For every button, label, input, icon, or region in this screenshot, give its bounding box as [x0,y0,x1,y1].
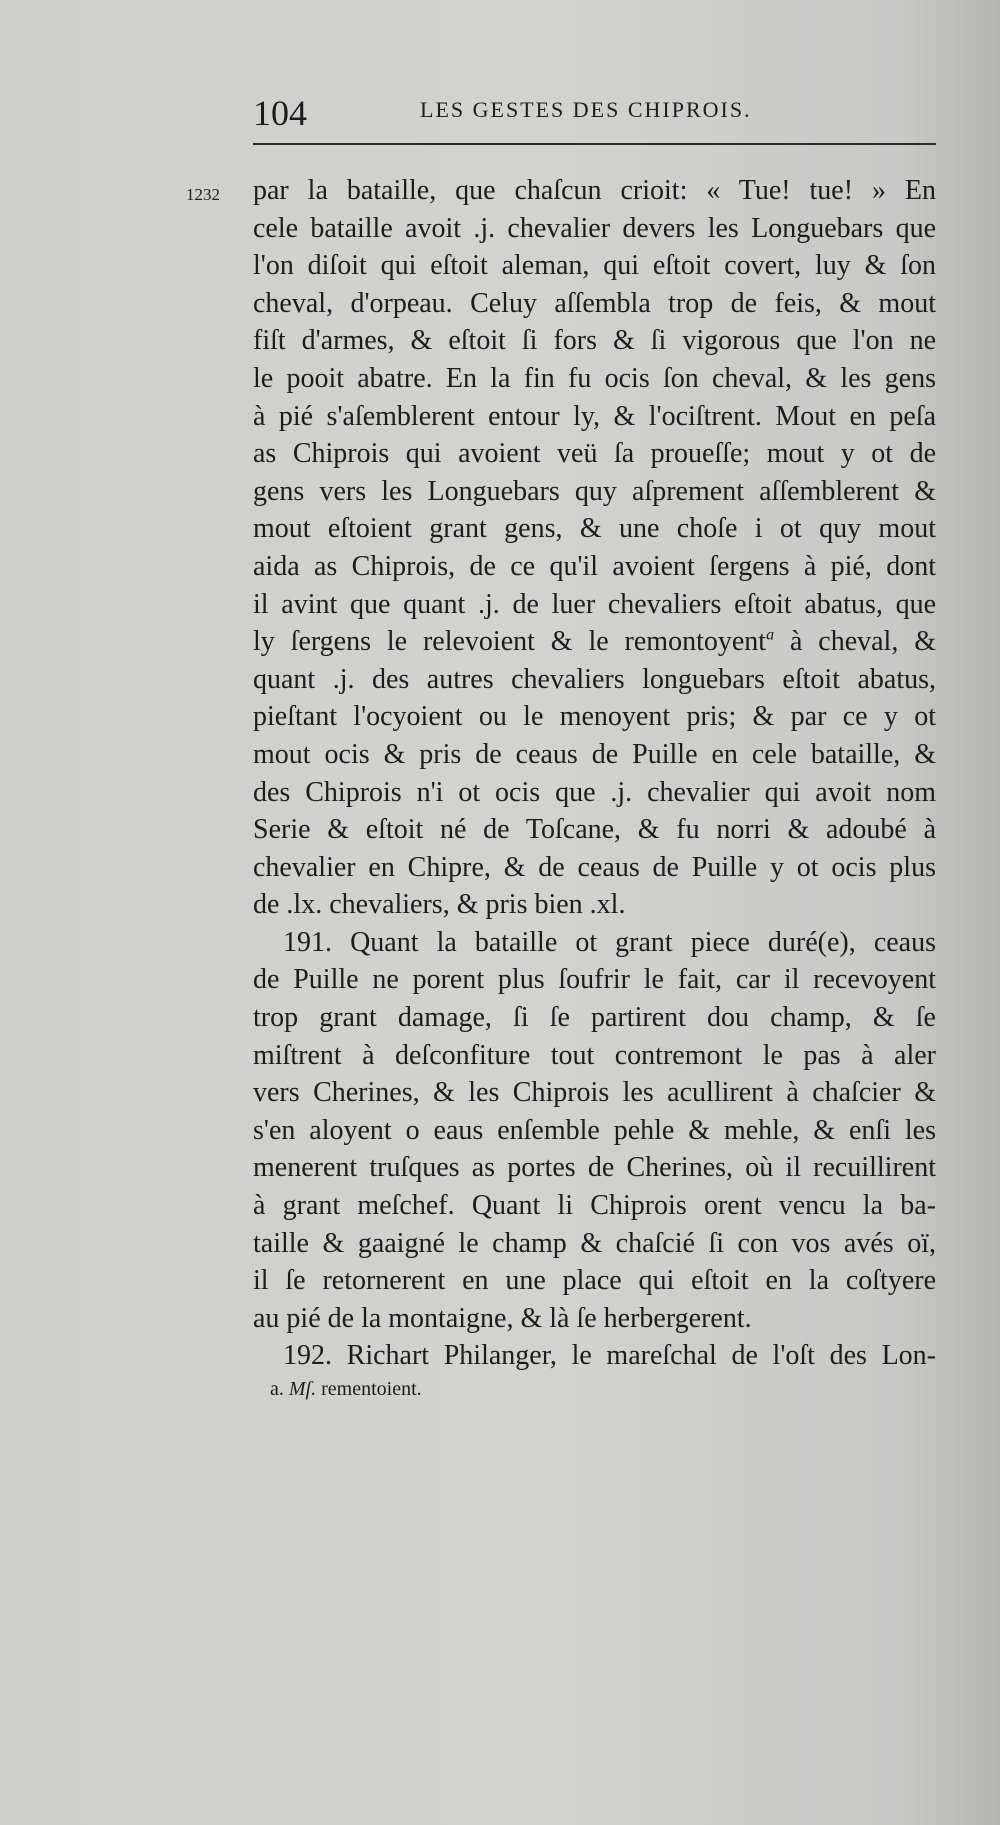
text-line-end: à cheval, & [774,626,936,658]
text-line: l'on diſoit qui eſtoit aleman, qui eſtoit covert, luy & ſon [253,250,936,282]
text-line: à pié s'aſemblerent entour ly, & l'ociſtrent. Mout en peſa [253,400,936,432]
footnote-mark: a [766,626,775,644]
footnote-label: a. [270,1378,284,1400]
text-line: il avint que quant .j. de luer chevaliers eſtoit abatus, que [253,588,936,620]
text-line: s'en aloyent o eaus enſemble pehle & mehle, & enſi les [253,1114,936,1146]
text-line: de Puille ne porent plus ſoufrir le fait, car il recevoyent [253,964,936,996]
text-line: Serie & eſtoit né de Toſcane, & fu norri & adoubé à [253,814,936,846]
footnote-text: rementoient. [316,1378,422,1400]
text-line: miſtrent à deſconfiture tout contremont le pas à aler [253,1039,936,1071]
text-line: cele bataille avoit .j. chevalier devers les Longuebars que [253,212,936,244]
margin-year: 1232 [186,185,220,204]
paragraph-192-start: 192. Richart Philanger, le mareſchal de l'oſt des Lon- [283,1340,936,1372]
page-number: 104 [253,93,307,133]
text-line: par la bataille, que chaſcun crioit: « Tue! tue! » En [253,175,936,206]
paragraph-191-start: 191. Quant la bataille ot grant piece duré(e), ceaus [283,926,936,958]
running-title: LES GESTES DES CHIPROIS. [420,97,752,122]
text-line: au pié de la montaigne, & là ſe herbergerent. [253,1302,752,1334]
text-line: il ſe retornerent en une place qui eſtoit en la coſtyere [253,1265,936,1297]
text-line: à grant meſchef. Quant li Chiprois orent vencu la ba- [253,1190,936,1222]
text-line: vers Cherines, & les Chiprois les acullirent à chaſcier & [253,1077,936,1109]
text-line: taille & gaaigné le champ & chaſcié ſi con vos avés oï, [253,1227,936,1259]
text-line: trop grant damage, ſi ſe partirent dou champ, & ſe [253,1002,936,1034]
text-line: fiſt d'armes, & eſtoit ſi fors & ſi vigorous que l'on ne [253,325,936,357]
text-line: gens vers les Longuebars quy aſprement aſſemblerent & [253,475,936,507]
text-line: des Chiprois n'i ot ocis que .j. chevalier qui avoit nom [253,776,936,808]
text-line: menerent truſques as portes de Cherines, où il recuillirent [253,1152,936,1184]
text-line: mout eſtoient grant gens, & une choſe i ot quy mout [253,513,936,545]
text-line-with-note [253,623,936,661]
header-rule [253,143,936,145]
text-line: cheval, d'orpeau. Celuy aſſembla trop de feis, & mout [253,287,936,319]
text-line: quant .j. des autres chevaliers longuebars eſtoit abatus, [253,663,936,695]
text-line: le pooit abatre. En la fin fu ocis ſon cheval, & les gens [253,362,936,394]
text-line: aida as Chiprois, de ce qu'il avoient ſergens à pié, dont [253,550,936,582]
text-line: mout ocis & pris de ceaus de Puille en cele bataille, & [253,738,936,770]
footnote-ms: Mſ. [288,1378,317,1400]
text-line: as Chiprois qui avoient veü ſa proueſſe; mout y ot de [253,438,936,470]
text-line: de .lx. chevaliers, & pris bien .xl. [253,889,626,921]
footnote [270,1378,422,1401]
body-text [253,172,936,1375]
text-line: pieſtant l'ocyoient ou le menoyent pris; & par ce y ot [253,701,936,733]
text-line-start: ly ſergens le relevoient & le remontoyent [253,626,767,658]
text-line: chevalier en Chipre, & de ceaus de Puille y ot ocis plus [253,851,936,883]
